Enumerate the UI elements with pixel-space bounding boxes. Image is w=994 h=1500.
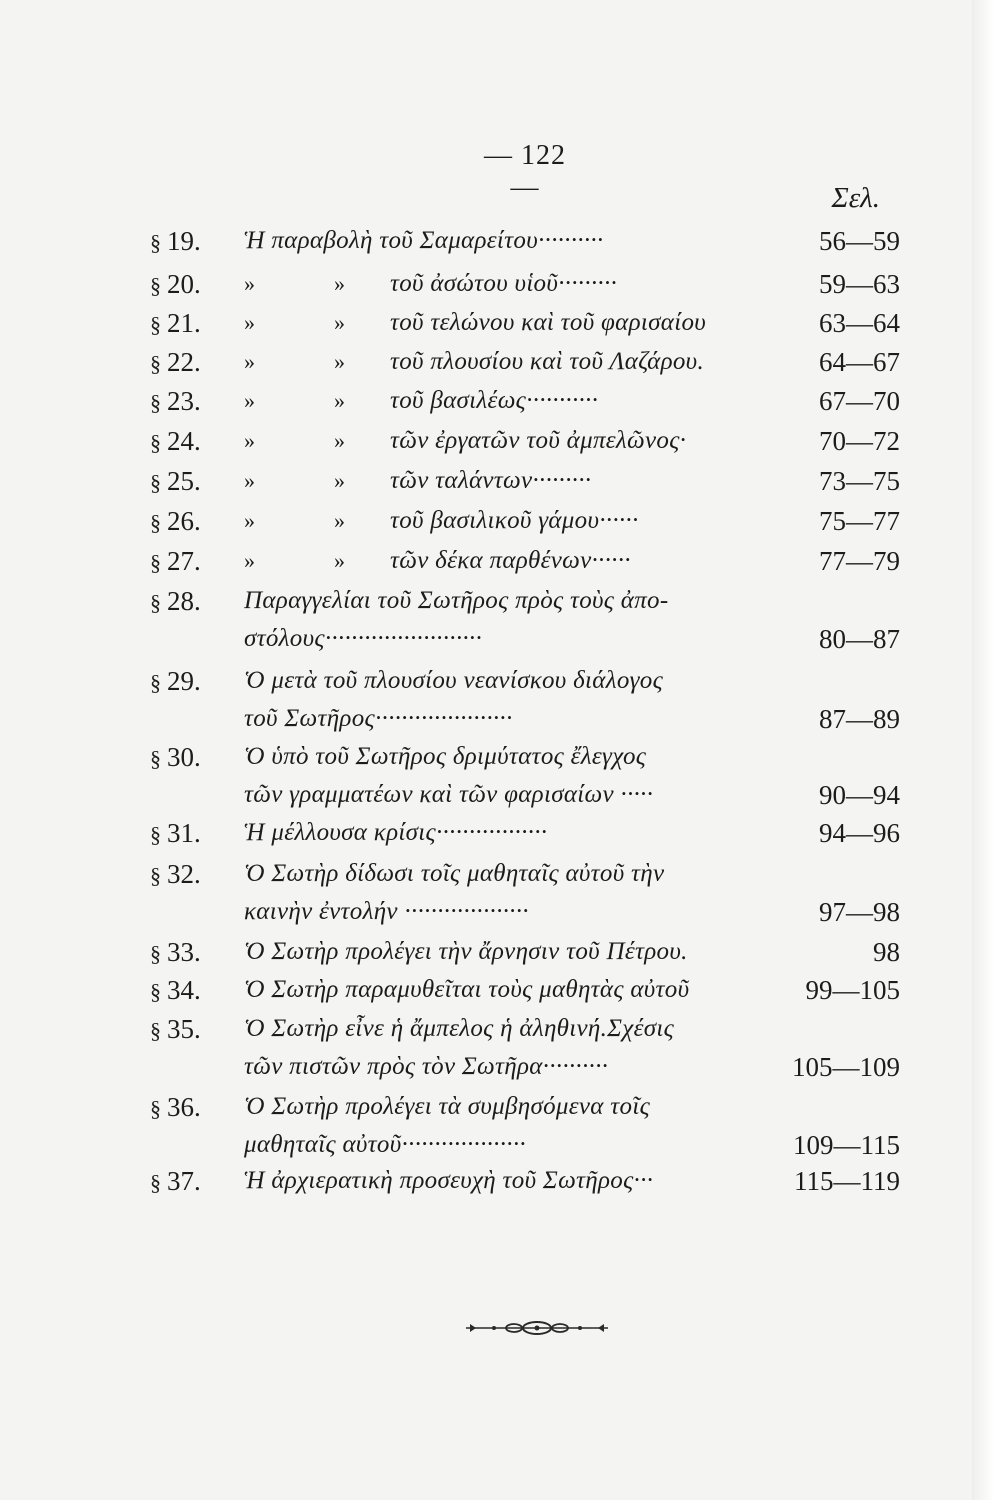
entry-title: τοῦ βασιλικοῦ γάμου······	[390, 507, 639, 534]
section-mark: § 29.	[150, 666, 201, 696]
section-mark: § 34.	[150, 975, 201, 1005]
toc-entry-34	[0, 971, 994, 1009]
entry-title-continuation: μαθηταῖς αὐτοῦ···················	[244, 1131, 526, 1158]
section-mark: § 26.	[150, 506, 201, 536]
page-number: — 122 —	[484, 140, 566, 203]
entry-title: Ὁ Σωτὴρ προλέγει τὴν ἄρνησιν τοῦ Πέτρου.	[244, 938, 688, 965]
ditto-marks: » »	[244, 548, 345, 573]
entry-pages: 99—105	[805, 975, 900, 1005]
toc-entry-33	[0, 933, 994, 971]
section-mark: § 27.	[150, 546, 201, 576]
section-mark: § 22.	[150, 347, 201, 377]
entry-pages: 97—98	[819, 897, 900, 927]
pages-column-header: Σελ.	[831, 182, 880, 214]
entry-title: τῶν ταλάντων·········	[390, 467, 592, 494]
entry-title: Παραγγελίαι τοῦ Σωτῆρος πρὸς τοὺς ἀπο-	[244, 587, 669, 614]
ditto-marks: » »	[244, 349, 345, 374]
entry-pages: 67—70	[819, 386, 900, 416]
section-mark: § 21.	[150, 308, 201, 338]
toc-entry-35-continuation	[0, 1048, 994, 1086]
entry-pages: 80—87	[819, 624, 900, 654]
toc-entry-22	[0, 343, 994, 381]
section-mark: § 30.	[150, 742, 201, 772]
ditto-marks: » »	[244, 508, 345, 533]
toc-entry-35	[0, 1010, 994, 1048]
section-mark: § 32.	[150, 859, 201, 889]
entry-title: Ὁ Σωτὴρ παραμυθεῖται τοὺς μαθητὰς αὐτοῦ	[244, 976, 690, 1003]
entry-title-continuation: τῶν γραμματέων καὶ τῶν φαρισαίων ·····	[244, 781, 654, 808]
entry-title: Ἡ παραβολὴ τοῦ Σαμαρείτου··········	[244, 227, 604, 254]
section-mark: § 35.	[150, 1014, 201, 1044]
toc-entry-28-continuation	[0, 620, 994, 658]
section-mark: § 36.	[150, 1092, 201, 1122]
section-mark: § 31.	[150, 818, 201, 848]
toc-entry-24	[0, 422, 994, 460]
section-mark: § 20.	[150, 269, 201, 299]
entry-title: Ὁ Σωτὴρ εἶνε ἡ ἄμπελος ἡ ἀληθινή.Σχέσις	[244, 1015, 675, 1042]
entry-title: τῶν δέκα παρθένων······	[390, 547, 631, 574]
section-mark: § 19.	[150, 226, 201, 256]
ditto-marks: » »	[244, 388, 345, 413]
entry-title: Ἡ μέλλουσα κρίσις·················	[244, 819, 548, 846]
entry-title-continuation: στόλους························	[244, 625, 483, 652]
entry-title: Ὁ Σωτὴρ προλέγει τὰ συμβησόμενα τοῖς	[244, 1093, 651, 1120]
toc-entry-20	[0, 265, 994, 303]
ditto-marks: » »	[244, 428, 345, 453]
entry-title: Ὁ Σωτὴρ δίδωσι τοῖς μαθηταῖς αὐτοῦ τὴν	[244, 860, 665, 887]
entry-pages: 70—72	[819, 426, 900, 456]
entry-title: τοῦ ἀσώτου υἱοῦ·········	[390, 270, 618, 297]
toc-entry-32	[0, 855, 994, 893]
entry-title: Ἡ ἀρχιερατικὴ προσευχὴ τοῦ Σωτῆρος···	[244, 1167, 654, 1194]
section-mark: § 37.	[150, 1166, 201, 1196]
toc-entry-19	[0, 222, 994, 260]
entry-title-continuation: τῶν πιστῶν πρὸς τὸν Σωτῆρα··········	[244, 1053, 609, 1080]
toc-entry-32-continuation	[0, 893, 994, 931]
entry-pages: 98	[873, 937, 900, 967]
entry-title: Ὁ μετὰ τοῦ πλουσίου νεανίσκου διάλογος	[244, 667, 664, 694]
entry-title: τοῦ βασιλέως···········	[390, 387, 599, 414]
toc-entry-29	[0, 662, 994, 700]
entry-title: τοῦ πλουσίου καὶ τοῦ Λαζάρου.	[390, 348, 704, 375]
entry-title: Ὁ ὑπὸ τοῦ Σωτῆρος δριμύτατος ἔλεγχος	[244, 743, 647, 770]
decorative-ornament-icon	[462, 1318, 612, 1338]
section-mark: § 28.	[150, 586, 201, 616]
entry-pages: 63—64	[819, 308, 900, 338]
entry-pages: 87—89	[819, 704, 900, 734]
toc-entry-36	[0, 1088, 994, 1126]
entry-title-continuation: τοῦ Σωτῆρος·····················	[244, 705, 513, 732]
toc-entry-28	[0, 582, 994, 620]
entry-pages: 94—96	[819, 818, 900, 848]
toc-entry-25	[0, 462, 994, 500]
entry-pages: 56—59	[819, 226, 900, 256]
entry-title: τοῦ τελώνου καὶ τοῦ φαρισαίου	[390, 309, 707, 336]
ditto-marks: » »	[244, 271, 345, 296]
ditto-marks: » »	[244, 468, 345, 493]
entry-pages: 64—67	[819, 347, 900, 377]
toc-entry-29-continuation	[0, 700, 994, 738]
toc-entry-30	[0, 738, 994, 776]
entry-pages: 73—75	[819, 466, 900, 496]
toc-entry-31	[0, 814, 994, 852]
section-mark: § 33.	[150, 937, 201, 967]
entry-title: τῶν ἐργατῶν τοῦ ἀμπελῶνος·	[390, 427, 687, 454]
toc-entry-30-continuation	[0, 776, 994, 814]
toc-entry-37	[0, 1162, 994, 1200]
ditto-marks: » »	[244, 310, 345, 335]
entry-pages: 59—63	[819, 269, 900, 299]
toc-entry-27	[0, 542, 994, 580]
toc-entry-21	[0, 304, 994, 342]
entry-pages: 90—94	[819, 780, 900, 810]
section-mark: § 25.	[150, 466, 201, 496]
section-mark: § 23.	[150, 386, 201, 416]
toc-entry-36-continuation	[0, 1126, 994, 1164]
entry-pages: 77—79	[819, 546, 900, 576]
entry-title-continuation: καινὴν ἐντολήν ···················	[244, 898, 529, 925]
section-mark: § 24.	[150, 426, 201, 456]
toc-entry-26	[0, 502, 994, 540]
entry-pages: 109—115	[793, 1130, 900, 1160]
entry-pages: 105—109	[792, 1052, 900, 1082]
entry-pages: 115—119	[794, 1166, 900, 1196]
entry-pages: 75—77	[819, 506, 900, 536]
toc-entry-23	[0, 382, 994, 420]
